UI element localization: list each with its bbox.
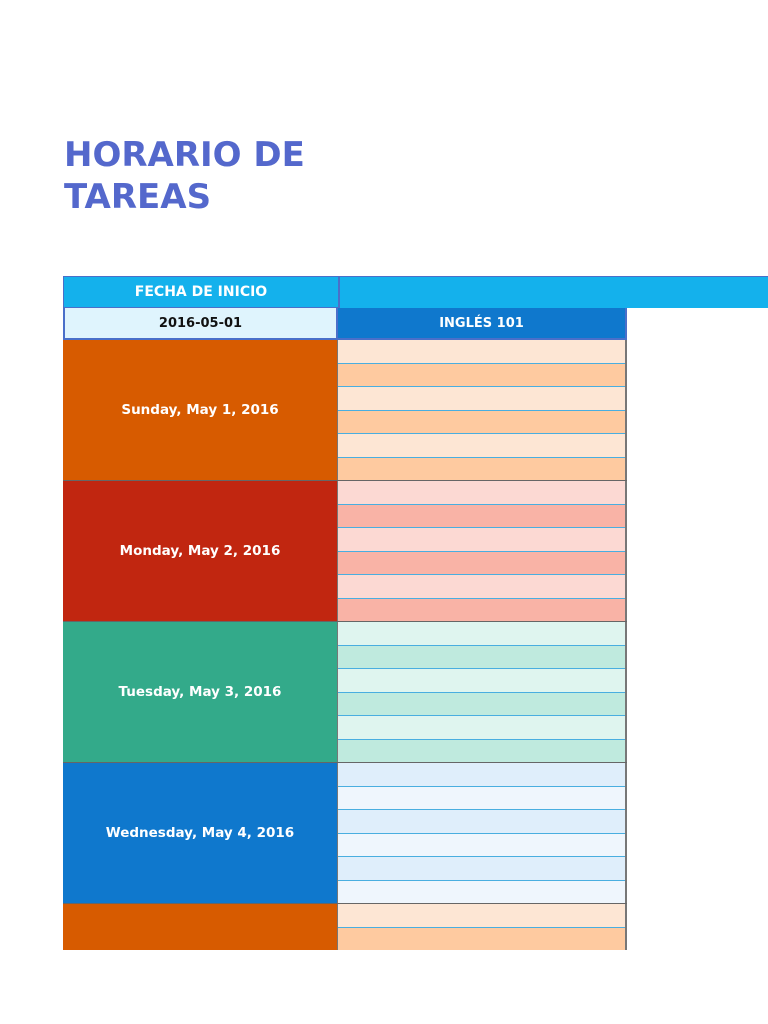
day-block-monday (63, 481, 627, 622)
task-slots (338, 481, 627, 621)
task-slot[interactable] (338, 763, 625, 787)
day-block-sunday (63, 340, 627, 481)
day-label: Monday, May 2, 2016 (63, 481, 338, 621)
task-slots (338, 340, 627, 480)
day-label (63, 904, 338, 950)
day-label: Tuesday, May 3, 2016 (63, 622, 338, 762)
task-slot[interactable] (338, 364, 625, 388)
task-slot[interactable] (338, 387, 625, 411)
task-slot[interactable] (338, 904, 625, 928)
task-slots (338, 622, 627, 762)
task-slot[interactable] (338, 857, 625, 881)
task-slots (338, 904, 627, 950)
task-slot[interactable] (338, 622, 625, 646)
task-slot[interactable] (338, 552, 625, 576)
subheader-row (63, 308, 627, 340)
day-label: Wednesday, May 4, 2016 (63, 763, 338, 903)
task-slot[interactable] (338, 740, 625, 763)
task-slot[interactable] (338, 481, 625, 505)
task-slot[interactable] (338, 340, 625, 364)
task-slot[interactable] (338, 575, 625, 599)
start-date-header: FECHA DE INICIO (63, 276, 338, 308)
task-slot[interactable] (338, 716, 625, 740)
day-block-thursday (63, 904, 627, 950)
course-header[interactable]: INGLÉS 101 (338, 308, 627, 340)
task-slots (338, 763, 627, 903)
task-slot[interactable] (338, 505, 625, 529)
task-slot[interactable] (338, 881, 625, 904)
task-slot[interactable] (338, 810, 625, 834)
task-slot[interactable] (338, 787, 625, 811)
task-slot[interactable] (338, 411, 625, 435)
schedule-table (63, 276, 627, 950)
start-date-cell[interactable]: 2016-05-01 (63, 308, 338, 340)
day-block-tuesday (63, 622, 627, 763)
task-slot[interactable] (338, 928, 625, 951)
header-row (63, 276, 627, 308)
day-label: Sunday, May 1, 2016 (63, 340, 338, 480)
page-title: HORARIO DE TAREAS (64, 135, 305, 217)
day-block-wednesday (63, 763, 627, 904)
task-slot[interactable] (338, 669, 625, 693)
header-band (338, 276, 768, 308)
task-slot[interactable] (338, 434, 625, 458)
task-slot[interactable] (338, 599, 625, 622)
task-slot[interactable] (338, 834, 625, 858)
task-slot[interactable] (338, 646, 625, 670)
task-slot[interactable] (338, 528, 625, 552)
task-slot[interactable] (338, 693, 625, 717)
task-slot[interactable] (338, 458, 625, 481)
